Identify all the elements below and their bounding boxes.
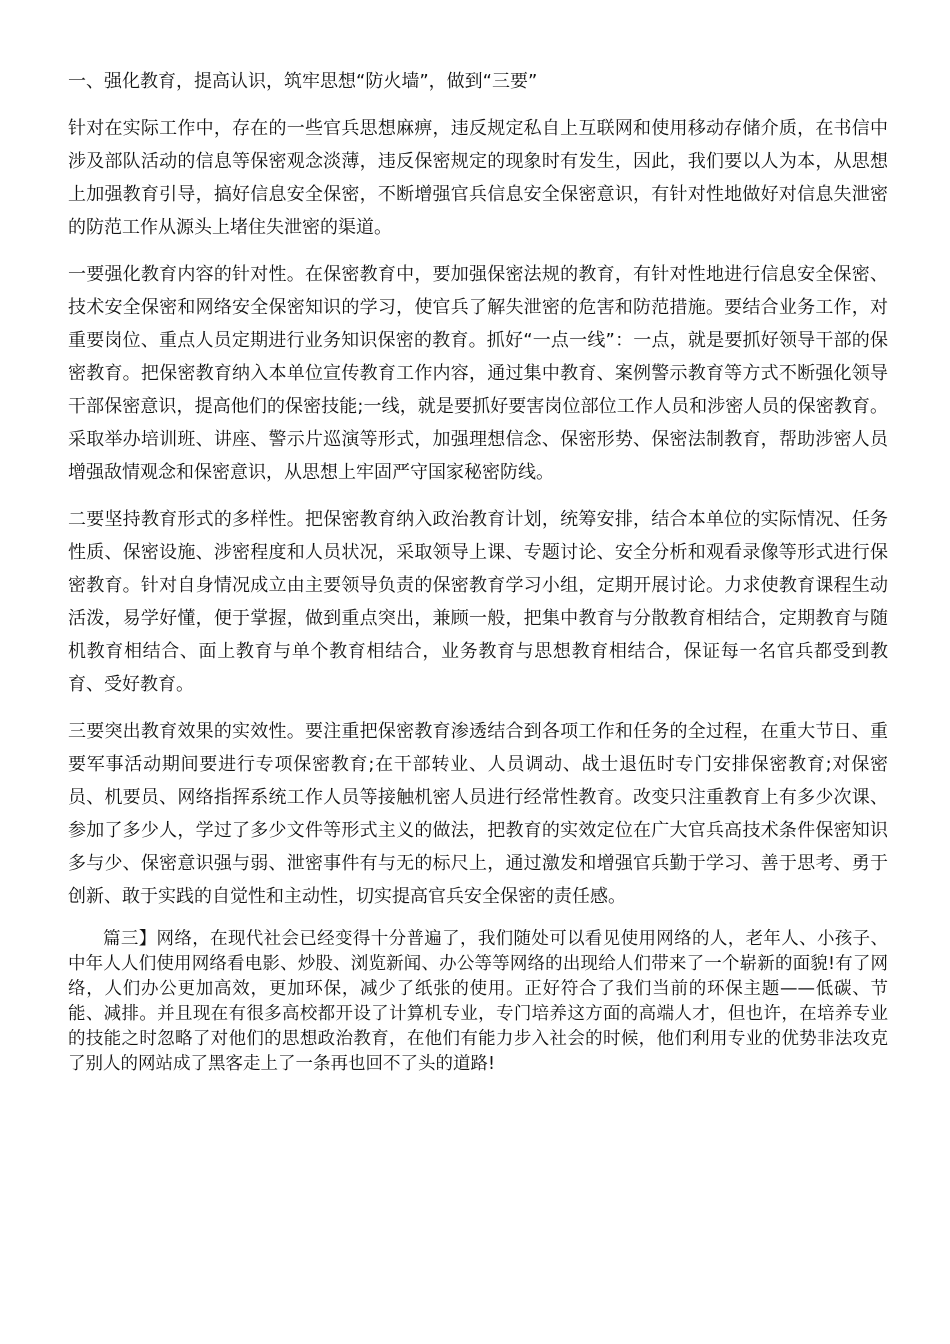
section-heading: 一、强化教育，提高认识，筑牢思想“防火墙”，做到“三要”	[68, 71, 538, 92]
document-page	[68, 66, 888, 1077]
paragraph-first-requirement: 一要强化教育内容的针对性。在保密教育中，要加强保密法规的教育，有针对性地进行信息安全保密、技术安全保密和网络安全保密知识的学习，使官兵了解失泄密的危害和防范措施。要结合业务工作，对重要岗位、重点人员定期进行业务知识保密的教育。抓好“一点一线”：一点，就是要抓好领导干部的保密教育。把保密教育纳入本单位宣传教育工作内容，通过集中教育、案例警示教育等方式不断强化领导干部保密意识，提高他们的保密技能;一线，就是要抓好要害岗位部位工作人员和涉密人员的保密教育。采取举办培训班、讲座、警示片巡演等形式，加强理想信念、保密形势、保密法制教育，帮助涉密人员增强敌情观念和保密意识，从思想上牢固严守国家秘密防线。	[68, 264, 888, 483]
paragraph-section-three: 篇三】网络，在现代社会已经变得十分普遍了，我们随处可以看见使用网络的人，老年人、小孩子、中年人人们使用网络看电影、炒股、浏览新闻、办公等等网络的出现给人们带来了一个崭新的面貌!有了网络，人们办公更加高效，更加环保，减少了纸张的使用。正好符合了我们当前的环保主题——低碳、节能、减排。并且现在有很多高校都开设了计算机专业，专门培养这方面的高端人才，但也许，在培养专业的技能之时忽略了对他们的思想政治教育，在他们有能力步入社会的时候，他们利用专业的优势非法攻克了别人的网站成了黑客走上了一条再也回不了头的道路!	[68, 929, 888, 1074]
paragraph-third-requirement: 三要突出教育效果的实效性。要注重把保密教育渗透结合到各项工作和任务的全过程，在重大节日、重要军事活动期间要进行专项保密教育;在干部转业、人员调动、战士退伍时专门安排保密教育;对保密员、机要员、网络指挥系统工作人员等接触机密人员进行经常性教育。改变只注重教育上有多少次课、参加了多少人，学过了多少文件等形式主义的做法，把教育的实效定位在广大官兵高技术条件保密知识多与少、保密意识强与弱、泄密事件有与无的标尺上，通过激发和增强官兵勤于学习、善于思考、勇于创新、敢于实践的自觉性和主动性，切实提高官兵安全保密的责任感。	[68, 721, 888, 907]
paragraph-intro: 针对在实际工作中，存在的一些官兵思想麻痹，违反规定私自上互联网和使用移动存储介质，在书信中涉及部队活动的信息等保密观念淡薄，违反保密规定的现象时有发生，因此，我们要以人为本，从思想上加强教育引导，搞好信息安全保密，不断增强官兵信息安全保密意识，有针对性地做好对信息失泄密的防范工作从源头上堵住失泄密的渠道。	[68, 118, 888, 238]
paragraph-second-requirement: 二要坚持教育形式的多样性。把保密教育纳入政治教育计划，统筹安排，结合本单位的实际情况、任务性质、保密设施、涉密程度和人员状况，采取领导上课、专题讨论、安全分析和观看录像等形式进行保密教育。针对自身情况成立由主要领导负责的保密教育学习小组，定期开展讨论。力求使教育课程生动活泼，易学好懂，便于掌握，做到重点突出，兼顾一般，把集中教育与分散教育相结合，定期教育与随机教育相结合、面上教育与单个教育相结合，业务教育与思想教育相结合，保证每一名官兵都受到教育、受好教育。	[68, 509, 888, 695]
